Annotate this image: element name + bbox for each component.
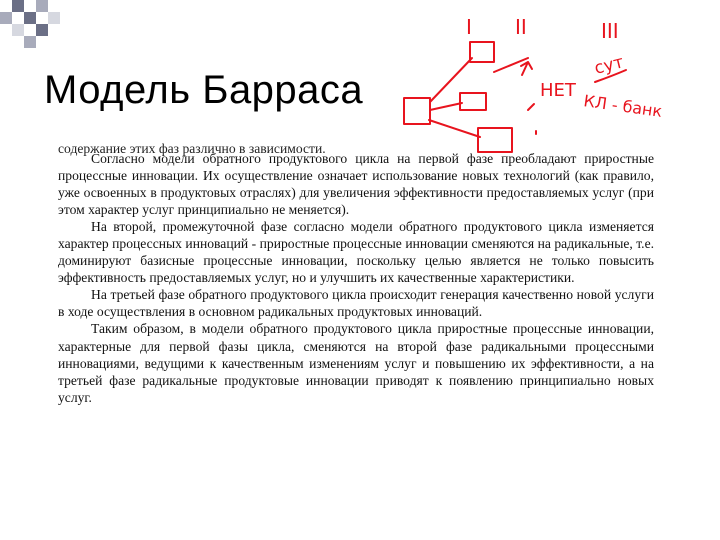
- annotation-top-right: сут: [592, 52, 626, 79]
- scan-cut-line-text: содержание этих фаз различно в зависимости.: [58, 141, 326, 156]
- paragraph-conclusion: Таким образом, в модели обратного продуктового цикла приростные процессные инновации, характерные для первой фазы цикла, сменяются на второй фазе радикальными процессными инновациями, ведущими к качественным изменениям услуг и повышению их эффективности, а на третьей фазе радикальные продуктовые инновации приводят к появлению принципиально новых услуг.: [58, 321, 654, 405]
- annotation-phase-2: II: [515, 15, 527, 39]
- annotation-phase-3: III: [601, 19, 619, 43]
- sketch-box-2: [460, 93, 486, 110]
- annotation-phase-1: I: [466, 15, 472, 39]
- slide-title: Модель Барраса: [44, 68, 364, 112]
- paragraph-phase-2: На второй, промежуточной фазе согласно модели обратного продуктового цикла изменяется характер процессных инноваций - приростные процессные инновации сменяются на радикальные, т.е. доминируют базисные процессные инновации, поскольку целью является не только повысить эффективность предоставляемых услуг, но и улучшить их качественные характеристики.: [58, 219, 654, 286]
- scanned-text-block: [58, 150, 654, 458]
- sketch-line-1: [430, 58, 472, 102]
- sketch-line-2: [430, 103, 462, 110]
- paragraph-phase-3: На третьей фазе обратного продуктового цикла происходит генерация качественно новой услуги в ходе осуществления в основном радикальных продуктовых инноваций.: [58, 287, 654, 320]
- sketch-root-box: [404, 98, 430, 124]
- sketch-dash-1: [494, 58, 528, 72]
- slide-corner-decoration: [0, 0, 60, 48]
- annotation-no: НЕТ: [540, 80, 576, 101]
- sketch-dash-2: [528, 104, 534, 110]
- sketch-box-3: [478, 128, 512, 152]
- paragraph-phase-1: Согласно модели обратного продуктового цикла на первой фазе преобладают приростные процессные инновации. Их осуществление означает использование новых технологий (как правило, уже освоенных в продуктовых отраслях) для увеличения эффективности предоставляемых услуг (при этом характер услуг принципиально не меняется).: [58, 151, 654, 218]
- sketch-arrow: [521, 62, 532, 75]
- sketch-top-right-underline: [595, 70, 626, 82]
- sketch-line-3: [429, 120, 480, 137]
- annotation-bottom-right: КЛ - банк: [582, 91, 664, 121]
- sketch-box-1: [470, 42, 494, 62]
